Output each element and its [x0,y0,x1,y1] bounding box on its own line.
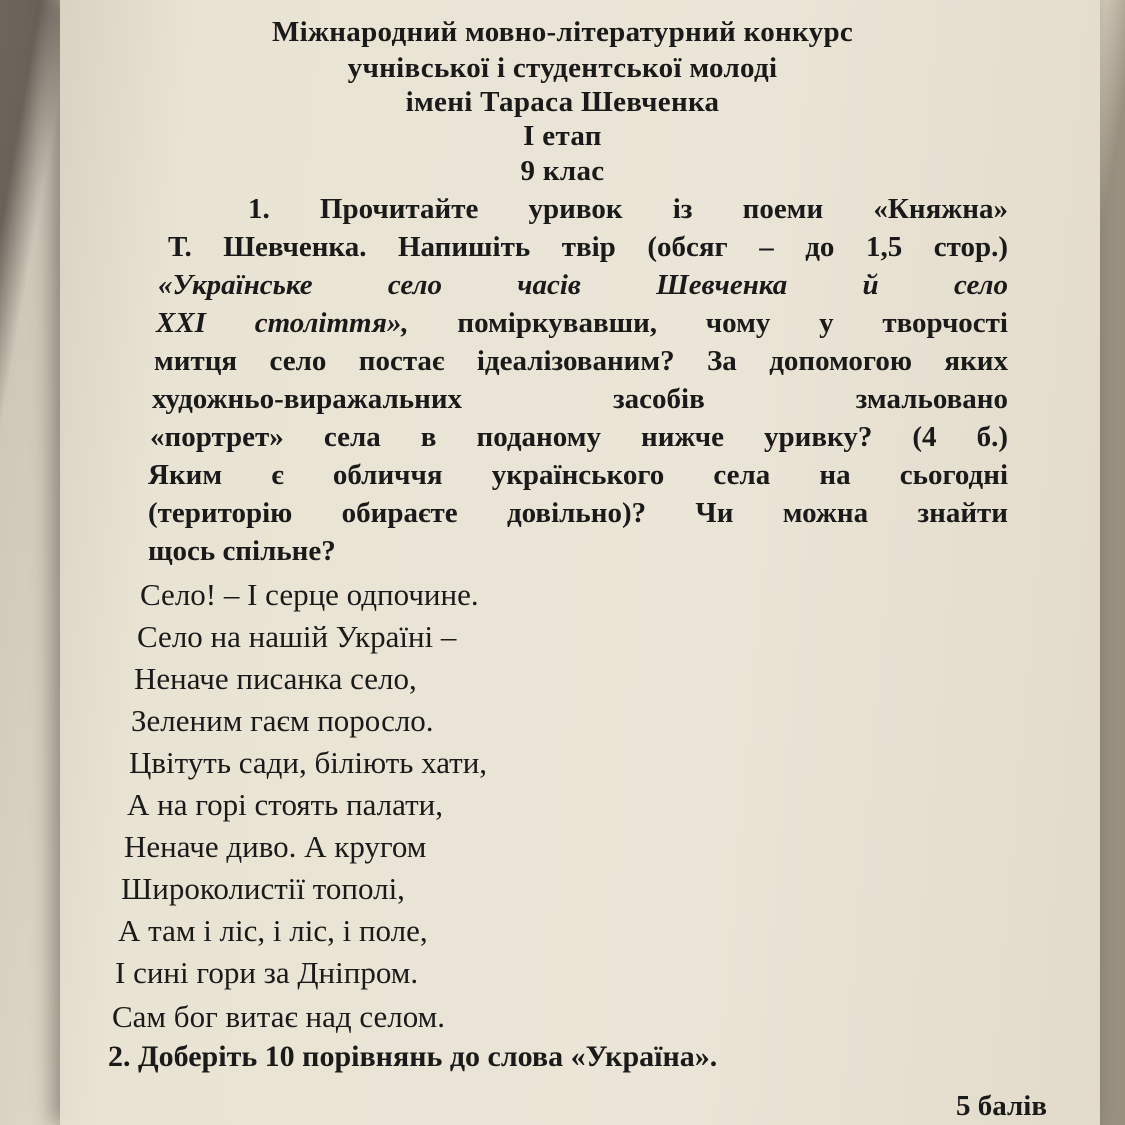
contest-title-line2: учнівської і студентської молоді [347,52,778,84]
task-1-line [148,304,1008,342]
contest-title-line3: імені Тараса Шевченка [405,86,720,118]
task-1-line: щось спільне? [148,535,336,567]
task-2: 2. Доберіть 10 порівнянь до слова «Україна». [108,1040,718,1073]
poem-line: Село! – І серце одпочине. [140,577,479,612]
task-1-line: «портрет» села в поданому нижче уривку? (4 б.) [150,421,1008,453]
poem-line: Неначе писанка село, [134,661,417,696]
poem-line: А на горі стоять палати, [127,787,443,822]
task-1-line-rest: поміркувавши, чому у творчості [408,307,1008,339]
score-label: 5 балів [956,1090,1047,1122]
poem-line: А там і ліс, і ліс, і поле, [118,913,428,948]
task-1-line [148,266,1008,304]
grade-label: 9 клас [520,155,605,187]
task-1 [148,190,1008,570]
poem-line: І сині гори за Дніпром. [115,955,419,990]
essay-topic-italic-end: XXI століття», [156,307,409,339]
contest-title-line1: Міжнародний мовно-літературний конкурс [271,16,854,48]
task-1-line: Яким є обличчя українського села на сьогодні [148,459,1008,491]
poem-line: Зеленим гаєм поросло. [131,703,434,738]
task-1-line: (територію обираєте довільно)? Чи можна знайти [148,497,1008,529]
essay-topic-italic: «Українське село часів Шевченка й село [158,269,1008,301]
task-1-line: 1. Прочитайте уривок із поеми «Княжна» [248,193,1008,225]
poem-line: Сам бог витає над селом. [112,999,446,1034]
poem-line: Широколистії тополі, [121,871,405,906]
task-1-line: митця село постає ідеалізованим? За допомогою яких [154,345,1008,377]
stage-label: І етап [523,120,602,152]
task-1-line: художньо-виражальних засобів змальовано [152,383,1008,415]
poem-line: Цвітуть сади, біліють хати, [129,745,488,780]
poem-line: Неначе диво. А кругом [124,829,427,864]
poem-line: Село на нашій Україні – [137,619,457,654]
task-1-line: Т. Шевченка. Напишіть твір (обсяг – до 1,5 стор.) [168,231,1008,263]
